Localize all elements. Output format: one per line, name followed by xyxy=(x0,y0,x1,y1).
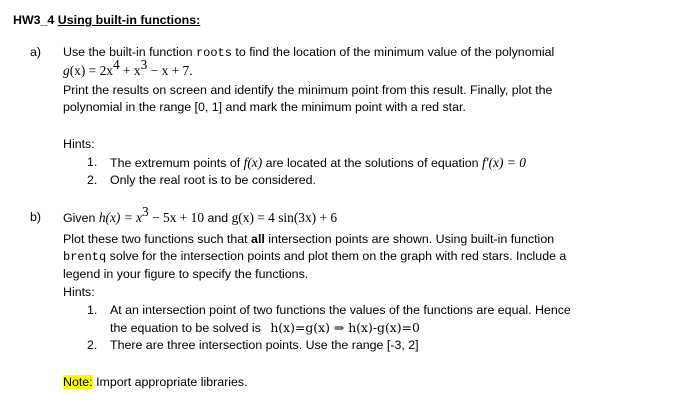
part-b-hint-1-line-1: At an intersection point of two functions the values of the functions are equal. Hence xyxy=(110,303,571,317)
hint1-text: The extremum points of xyxy=(110,156,244,170)
note xyxy=(63,375,248,389)
hint1-text-mid: are located at the solutions of equation xyxy=(262,156,482,170)
part-a-line1-text-end: to find the location of the minimum value of the polynomial xyxy=(235,45,555,59)
page-title xyxy=(13,13,200,27)
part-b-hint-2: There are three intersection points. Use the range [-3, 2] xyxy=(110,338,419,352)
note-text: Import appropriate libraries. xyxy=(92,375,248,389)
exponent-4: 4 xyxy=(112,57,120,72)
part-a-line-4: polynomial in the range [0, 1] and mark the minimum point with a red star. xyxy=(63,100,466,114)
exponent-3: 3 xyxy=(140,57,148,72)
h-definition: h(x) = x xyxy=(98,210,143,225)
line2-pre: Plot these two functions such that xyxy=(63,232,252,246)
equation-intro: the equation to be solved is xyxy=(110,321,261,335)
g-symbol: g xyxy=(63,63,70,78)
given-text: Given xyxy=(63,211,99,225)
g-definition: g(x) = 4 sin(3x) + 6 xyxy=(231,210,338,225)
part-a-line-1 xyxy=(63,45,554,60)
part-b-line-2 xyxy=(63,232,554,246)
roots-code: roots xyxy=(195,46,232,60)
polynomial-equation xyxy=(63,57,193,79)
part-b-line-4: legend in your figure to specify the functions. xyxy=(63,267,309,281)
part-b-hint-1-num: 1. xyxy=(87,303,98,317)
part-a-hint-1 xyxy=(110,155,526,171)
poly-term-2: + x xyxy=(119,63,141,78)
title-underlined: Using built-in functions: xyxy=(57,13,201,27)
part-b-given xyxy=(63,204,338,226)
line3-post: solve for the intersection points and plot them on the graph with red stars. Include a xyxy=(106,249,567,263)
part-a-line1-text: Use the built-in function xyxy=(63,45,193,59)
part-a-hints-label: Hints: xyxy=(63,137,95,151)
part-b-line-3 xyxy=(63,249,566,264)
note-label: Note: xyxy=(63,375,93,389)
part-b-hint-2-num: 2. xyxy=(87,338,98,352)
derivative-equation: f′(x) = 0 xyxy=(481,155,526,170)
poly-term-rest: − x + 7. xyxy=(147,63,193,78)
part-b-hint-1-line-2 xyxy=(110,320,420,335)
line2-post: intersection points are shown. Using built-in function xyxy=(264,232,555,246)
poly-term-1: (x) = 2x xyxy=(69,63,113,78)
part-b-hints-label: Hints: xyxy=(63,285,95,299)
brentq-code: brentq xyxy=(63,250,107,264)
part-a-marker: a) xyxy=(30,45,42,59)
title-prefix: HW3_4 xyxy=(13,13,55,27)
part-b-marker: b) xyxy=(30,210,42,224)
part-a-hint-2-num: 2. xyxy=(87,173,98,187)
f-of-x: f(x) xyxy=(243,155,263,170)
part-a-hint-2: Only the real root is to be considered. xyxy=(110,173,316,187)
part-a-line-3: Print the results on screen and identify the minimum point from this result. Finally, plot the xyxy=(63,83,553,97)
h-definition-rest: − 5x + 10 xyxy=(148,210,205,225)
part-a-hint-1-num: 1. xyxy=(87,155,98,169)
and-text: and xyxy=(204,211,232,225)
h-exponent: 3 xyxy=(142,204,149,219)
all-bold: all xyxy=(251,232,265,246)
intersection-equation: h(x)=g(x) ⇒ h(x)-g(x)=0 xyxy=(270,320,420,335)
